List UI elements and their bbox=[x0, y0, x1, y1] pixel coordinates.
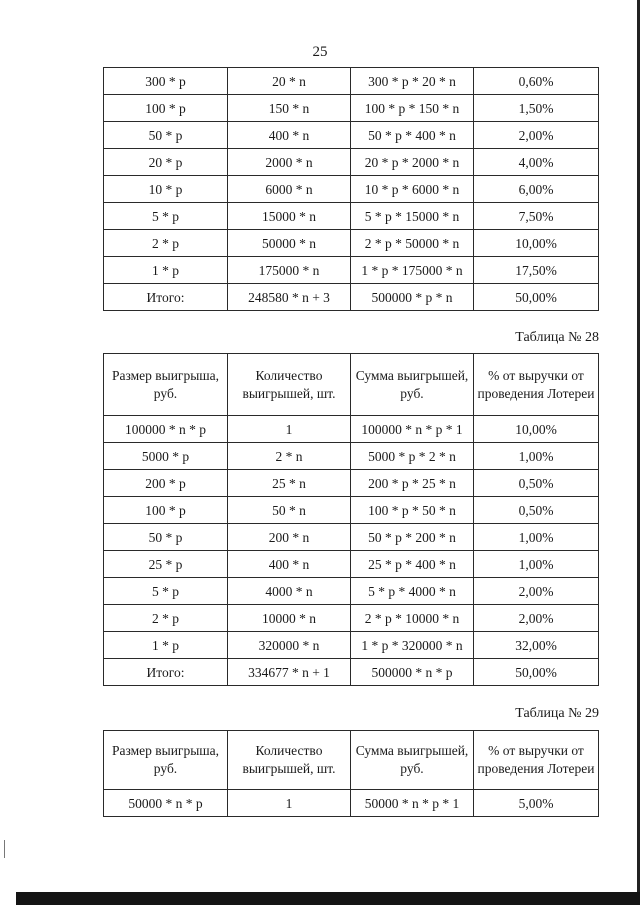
cell-prize-count: 6000 * n bbox=[228, 176, 351, 203]
table-row bbox=[104, 605, 599, 632]
table-body bbox=[104, 68, 599, 311]
table-row bbox=[104, 95, 599, 122]
cell-prize-size: 25 * p bbox=[104, 551, 228, 578]
cell-prize-sum: 300 * p * 20 * n bbox=[351, 68, 474, 95]
cell-revenue-percent: 0,50% bbox=[474, 470, 599, 497]
cell-revenue-percent: 2,00% bbox=[474, 122, 599, 149]
table-row bbox=[104, 176, 599, 203]
cell-prize-sum: 100 * p * 150 * n bbox=[351, 95, 474, 122]
header-prize-size: Размер выигрыша, руб. bbox=[104, 731, 228, 790]
cell-revenue-percent: 1,00% bbox=[474, 551, 599, 578]
cell-prize-size: 10 * p bbox=[104, 176, 228, 203]
table-row bbox=[104, 416, 599, 443]
cell-prize-count: 1 bbox=[228, 790, 351, 817]
table-row bbox=[104, 632, 599, 659]
header-revenue-percent: % от выручки от проведения Лотереи bbox=[474, 731, 599, 790]
cell-prize-size: 50 * p bbox=[104, 524, 228, 551]
cell-prize-sum: 25 * p * 400 * n bbox=[351, 551, 474, 578]
cell-prize-size: 2 * p bbox=[104, 605, 228, 632]
cell-revenue-percent: 1,00% bbox=[474, 443, 599, 470]
table-row bbox=[104, 230, 599, 257]
cell-prize-size: 100000 * n * p bbox=[104, 416, 228, 443]
table-header-row bbox=[104, 354, 599, 416]
cell-prize-sum: 1 * p * 175000 * n bbox=[351, 257, 474, 284]
cell-prize-sum: 50000 * n * p * 1 bbox=[351, 790, 474, 817]
table-total-row bbox=[104, 284, 599, 311]
cell-revenue-percent: 10,00% bbox=[474, 230, 599, 257]
cell-prize-sum: 1 * p * 320000 * n bbox=[351, 632, 474, 659]
cell-prize-size: 200 * p bbox=[104, 470, 228, 497]
table-header bbox=[104, 731, 599, 790]
cell-revenue-percent: 50,00% bbox=[474, 284, 599, 311]
table-row bbox=[104, 524, 599, 551]
cell-prize-size: 5 * p bbox=[104, 203, 228, 230]
header-prize-count: Количество выигрышей, шт. bbox=[228, 731, 351, 790]
cell-prize-size: 300 * p bbox=[104, 68, 228, 95]
table-body bbox=[104, 416, 599, 686]
cell-revenue-percent: 50,00% bbox=[474, 659, 599, 686]
cell-prize-sum: 5000 * p * 2 * n bbox=[351, 443, 474, 470]
cell-revenue-percent: 0,50% bbox=[474, 497, 599, 524]
cell-prize-count: 20 * n bbox=[228, 68, 351, 95]
cell-prize-count: 248580 * n + 3 bbox=[228, 284, 351, 311]
cell-prize-sum: 5 * p * 4000 * n bbox=[351, 578, 474, 605]
scan-bottom-edge bbox=[16, 892, 640, 905]
cell-prize-sum: 2 * p * 50000 * n bbox=[351, 230, 474, 257]
cell-prize-sum: 2 * p * 10000 * n bbox=[351, 605, 474, 632]
cell-prize-count: 334677 * n + 1 bbox=[228, 659, 351, 686]
cell-prize-count: 4000 * n bbox=[228, 578, 351, 605]
cell-prize-count: 400 * n bbox=[228, 551, 351, 578]
cell-prize-count: 50 * n bbox=[228, 497, 351, 524]
table-28-caption: Таблица № 28 bbox=[515, 330, 599, 345]
page-number: 25 bbox=[312, 44, 328, 60]
cell-prize-count: 200 * n bbox=[228, 524, 351, 551]
cell-prize-size: 2 * p bbox=[104, 230, 228, 257]
header-prize-size: Размер выигрыша, руб. bbox=[104, 354, 228, 416]
cell-prize-size: 1 * p bbox=[104, 632, 228, 659]
cell-prize-size: 1 * p bbox=[104, 257, 228, 284]
cell-revenue-percent: 2,00% bbox=[474, 578, 599, 605]
cell-revenue-percent: 17,50% bbox=[474, 257, 599, 284]
cell-revenue-percent: 2,00% bbox=[474, 605, 599, 632]
cell-prize-count: 400 * n bbox=[228, 122, 351, 149]
cell-total-label: Итого: bbox=[104, 659, 228, 686]
cell-prize-count: 150 * n bbox=[228, 95, 351, 122]
cell-prize-count: 15000 * n bbox=[228, 203, 351, 230]
cell-revenue-percent: 0,60% bbox=[474, 68, 599, 95]
cell-prize-sum: 500000 * n * p bbox=[351, 659, 474, 686]
table-row bbox=[104, 149, 599, 176]
cell-prize-sum: 50 * p * 200 * n bbox=[351, 524, 474, 551]
table-row bbox=[104, 203, 599, 230]
cell-prize-count: 320000 * n bbox=[228, 632, 351, 659]
table-29-caption: Таблица № 29 bbox=[515, 706, 599, 721]
cell-revenue-percent: 1,00% bbox=[474, 524, 599, 551]
cell-prize-sum: 10 * p * 6000 * n bbox=[351, 176, 474, 203]
prize-table-29 bbox=[103, 730, 599, 817]
cell-revenue-percent: 4,00% bbox=[474, 149, 599, 176]
cell-revenue-percent: 6,00% bbox=[474, 176, 599, 203]
cell-prize-count: 50000 * n bbox=[228, 230, 351, 257]
cell-prize-size: 100 * p bbox=[104, 95, 228, 122]
cell-prize-sum: 500000 * p * n bbox=[351, 284, 474, 311]
table-row bbox=[104, 470, 599, 497]
cell-prize-size: 50000 * n * p bbox=[104, 790, 228, 817]
cell-prize-count: 1 bbox=[228, 416, 351, 443]
cell-prize-count: 2000 * n bbox=[228, 149, 351, 176]
cell-prize-count: 2 * n bbox=[228, 443, 351, 470]
table-header-row bbox=[104, 731, 599, 790]
table-row bbox=[104, 551, 599, 578]
table-row bbox=[104, 122, 599, 149]
cell-revenue-percent: 32,00% bbox=[474, 632, 599, 659]
header-revenue-percent: % от выручки от проведения Лотереи bbox=[474, 354, 599, 416]
cell-revenue-percent: 1,50% bbox=[474, 95, 599, 122]
table-row bbox=[104, 443, 599, 470]
cell-prize-sum: 100 * p * 50 * n bbox=[351, 497, 474, 524]
cell-revenue-percent: 10,00% bbox=[474, 416, 599, 443]
cell-prize-count: 10000 * n bbox=[228, 605, 351, 632]
table-row bbox=[104, 790, 599, 817]
cell-prize-sum: 50 * p * 400 * n bbox=[351, 122, 474, 149]
table-row bbox=[104, 578, 599, 605]
cell-revenue-percent: 5,00% bbox=[474, 790, 599, 817]
cell-prize-size: 5 * p bbox=[104, 578, 228, 605]
table-body bbox=[104, 790, 599, 817]
cell-prize-sum: 5 * p * 15000 * n bbox=[351, 203, 474, 230]
cell-prize-sum: 200 * p * 25 * n bbox=[351, 470, 474, 497]
table-header bbox=[104, 354, 599, 416]
table-row bbox=[104, 257, 599, 284]
prize-table-continued bbox=[103, 67, 599, 311]
cell-prize-size: 20 * p bbox=[104, 149, 228, 176]
cell-prize-sum: 100000 * n * p * 1 bbox=[351, 416, 474, 443]
cell-prize-size: 5000 * p bbox=[104, 443, 228, 470]
table-total-row bbox=[104, 659, 599, 686]
cell-prize-count: 25 * n bbox=[228, 470, 351, 497]
cell-prize-count: 175000 * n bbox=[228, 257, 351, 284]
cell-prize-size: 100 * p bbox=[104, 497, 228, 524]
cell-prize-size: 50 * p bbox=[104, 122, 228, 149]
cell-total-label: Итого: bbox=[104, 284, 228, 311]
cell-prize-sum: 20 * p * 2000 * n bbox=[351, 149, 474, 176]
table-row bbox=[104, 497, 599, 524]
header-prize-sum: Сумма выигрышей, руб. bbox=[351, 354, 474, 416]
scan-margin-mark bbox=[4, 840, 5, 858]
header-prize-count: Количество выигрышей, шт. bbox=[228, 354, 351, 416]
header-prize-sum: Сумма выигрышей, руб. bbox=[351, 731, 474, 790]
cell-revenue-percent: 7,50% bbox=[474, 203, 599, 230]
prize-table-28 bbox=[103, 353, 599, 686]
table-row bbox=[104, 68, 599, 95]
